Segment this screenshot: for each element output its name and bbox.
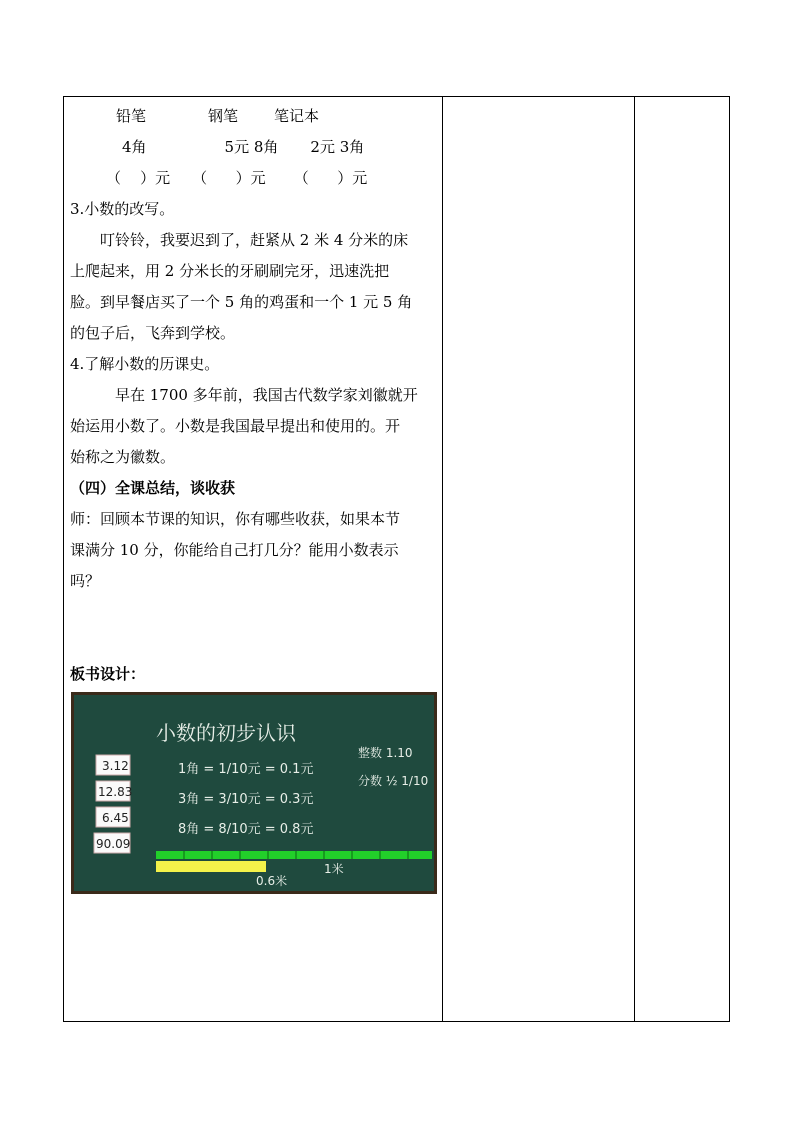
side-notes bbox=[358, 745, 428, 788]
lesson-content-cell bbox=[70, 101, 436, 690]
card-text: 6.45 bbox=[102, 811, 129, 825]
item-pen: 钢笔 bbox=[208, 107, 239, 125]
price-items-row bbox=[70, 101, 436, 132]
amount-pencil: 4角 bbox=[122, 138, 147, 156]
blank-pen: （ ）元 bbox=[192, 169, 266, 187]
blank-pencil: （ ）元 bbox=[106, 169, 171, 187]
column-divider bbox=[634, 97, 635, 1021]
item-pencil: 铅笔 bbox=[116, 107, 147, 125]
ruler-label: 0.6米 bbox=[256, 874, 288, 888]
card-text: 3.12 bbox=[102, 759, 129, 773]
section3-line: 的包子后，飞奔到学校。 bbox=[70, 324, 236, 342]
section3-line: 叮铃铃，我要迟到了，赶紧从 2 米 4 分米的床 bbox=[100, 231, 409, 249]
summary-line: 师：回顾本节课的知识，你有哪些收获，如果本节 bbox=[70, 510, 401, 528]
board-design-label: 板书设计： bbox=[70, 665, 146, 683]
amount-notebook: 2元 3角 bbox=[310, 138, 365, 156]
card-text: 90.09 bbox=[96, 837, 131, 851]
section4-line: 早在 1700 多年前，我国古代数学家刘徽就开 bbox=[115, 386, 418, 404]
board-title: 小数的初步认识 bbox=[156, 721, 296, 745]
item-notebook: 笔记本 bbox=[274, 107, 320, 125]
side-note: 整数 1.10 bbox=[358, 746, 413, 760]
equation: 3角 = 3/10元 = 0.3元 bbox=[178, 792, 314, 807]
meter-ruler bbox=[156, 851, 432, 859]
card-text: 12.83 bbox=[98, 785, 133, 799]
blank-notebook: （ ）元 bbox=[293, 169, 368, 187]
summary-line: 课满分 10 分，你能给自己打几分？能用小数表示 bbox=[70, 541, 399, 559]
equation: 8角 = 8/10元 = 0.8元 bbox=[178, 822, 314, 837]
equations bbox=[178, 762, 313, 837]
price-blanks-row bbox=[70, 163, 436, 194]
amount-pen: 5元 8角 bbox=[224, 138, 279, 156]
summary-line: 吗？ bbox=[70, 572, 101, 590]
ruler-label: 1米 bbox=[324, 862, 344, 876]
section3-line: 脸。到早餐店买了一个 5 角的鸡蛋和一个 1 元 5 角 bbox=[70, 293, 413, 311]
decimal-cards bbox=[94, 755, 132, 853]
section4-line: 始称之为徽数。 bbox=[70, 448, 176, 466]
blackboard-drawing bbox=[74, 695, 434, 891]
side-note: 分数 ½ 1/10 bbox=[358, 774, 429, 788]
equation: 1角 = 1/10元 = 0.1元 bbox=[178, 762, 314, 777]
price-amounts-row bbox=[70, 132, 436, 163]
section4-line: 始运用小数了。小数是我国最早提出和使用的。开 bbox=[70, 417, 401, 435]
section4-heading: 4.了解小数的历课史。 bbox=[70, 355, 220, 373]
lesson-table bbox=[63, 96, 730, 1022]
section3-line: 上爬起来，用 2 分米长的牙刷刷完牙，迅速洗把 bbox=[70, 262, 390, 280]
yellow-strip bbox=[156, 861, 266, 872]
blackboard-photo bbox=[71, 692, 437, 894]
section3-heading: 3.小数的改写。 bbox=[70, 200, 175, 218]
column-divider bbox=[442, 97, 443, 1021]
summary-heading: （四）全课总结，谈收获 bbox=[70, 479, 236, 497]
